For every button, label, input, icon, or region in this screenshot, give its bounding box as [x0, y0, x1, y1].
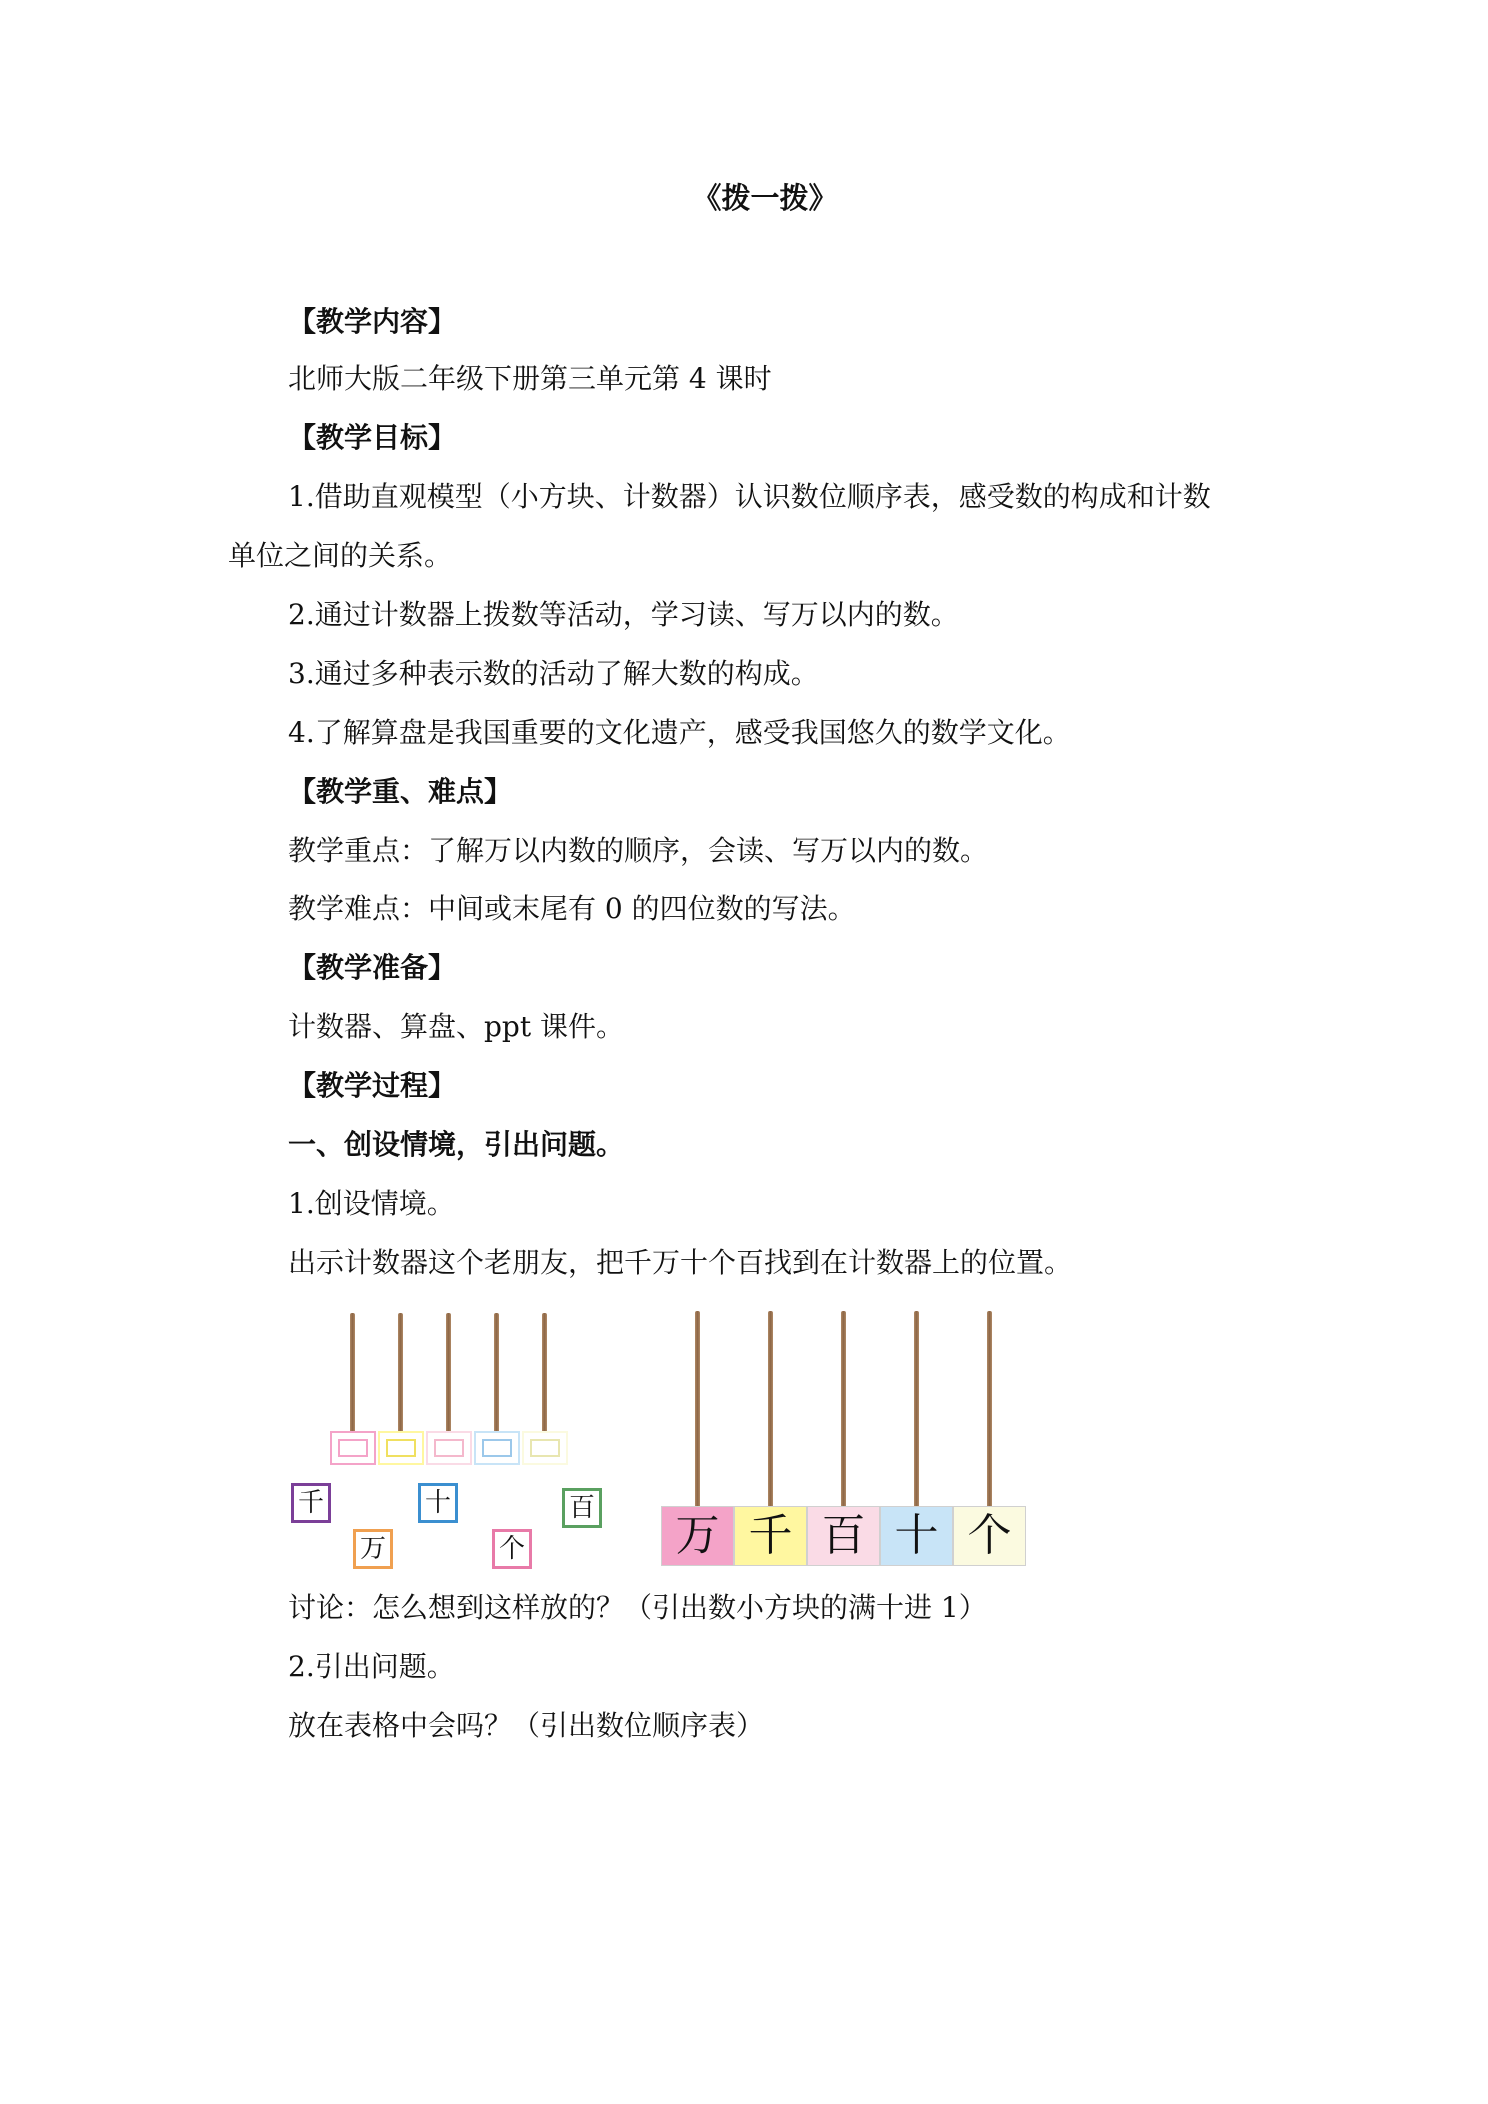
key-point-text: 教学重点：了解万以内数的顺序，会读、写万以内的数。: [288, 834, 989, 867]
empty-slot[interactable]: [426, 1431, 472, 1465]
card-ten-thousand[interactable]: 万: [353, 1529, 393, 1569]
place-ten-thousand: 万: [661, 1506, 734, 1566]
counter-rod: [494, 1313, 499, 1437]
goal-1-line-1: 1.借助直观模型（小方块、计数器）认识数位顺序表，感受数的构成和计数: [288, 480, 1211, 513]
discussion-text: 讨论：怎么想到这样放的？（引出数小方块的满十进 1）: [288, 1591, 987, 1624]
place-rod: [987, 1311, 992, 1509]
goal-3: 3.通过多种表示数的活动了解大数的构成。: [288, 657, 819, 690]
step-1-heading: 1.创设情境。: [288, 1187, 455, 1220]
teaching-content-text: 北师大版二年级下册第三单元第 4 课时: [288, 362, 772, 395]
empty-slot[interactable]: [378, 1431, 424, 1465]
heading-teaching-process: 【教学过程】: [288, 1069, 457, 1102]
empty-slot[interactable]: [330, 1431, 376, 1465]
place-thousand: 千: [734, 1506, 807, 1566]
heading-preparation: 【教学准备】: [288, 951, 457, 984]
heading-teaching-goals: 【教学目标】: [288, 421, 457, 454]
counter-rod: [350, 1313, 355, 1437]
place-rod: [695, 1311, 700, 1509]
heading-key-points: 【教学重、难点】: [288, 775, 513, 808]
goal-2: 2.通过计数器上拨数等活动，学习读、写万以内的数。: [288, 598, 959, 631]
counter-figure: [288, 1305, 1048, 1585]
place-rod: [768, 1311, 773, 1509]
card-ten[interactable]: 十: [418, 1483, 458, 1523]
empty-slot[interactable]: [474, 1431, 520, 1465]
counter-rod: [446, 1313, 451, 1437]
part-one-heading: 一、创设情境，引出问题。: [288, 1128, 625, 1161]
difficult-point-text: 教学难点：中间或末尾有 0 的四位数的写法。: [288, 892, 856, 925]
place-one: 个: [953, 1506, 1026, 1566]
empty-slot[interactable]: [522, 1431, 568, 1465]
card-thousand[interactable]: 千: [291, 1483, 331, 1523]
goal-1-line-2: 单位之间的关系。: [228, 539, 453, 572]
card-one[interactable]: 个: [492, 1529, 532, 1569]
counter-rod: [398, 1313, 403, 1437]
heading-teaching-content: 【教学内容】: [288, 305, 457, 338]
place-ten: 十: [880, 1506, 953, 1566]
goal-4: 4.了解算盘是我国重要的文化遗产，感受我国悠久的数学文化。: [288, 716, 1071, 749]
step-1-text: 出示计数器这个老朋友，把千万十个百找到在计数器上的位置。: [288, 1246, 1073, 1279]
place-rod: [914, 1311, 919, 1509]
document-title: 《拨一拨》: [692, 181, 838, 215]
place-rod: [841, 1311, 846, 1509]
step-2-text: 放在表格中会吗？（引出数位顺序表）: [288, 1709, 765, 1742]
place-hundred: 百: [807, 1506, 880, 1566]
preparation-text: 计数器、算盘、ppt 课件。: [288, 1010, 625, 1043]
counter-rod: [542, 1313, 547, 1437]
step-2-heading: 2.引出问题。: [288, 1650, 455, 1683]
card-hundred[interactable]: 百: [562, 1488, 602, 1528]
